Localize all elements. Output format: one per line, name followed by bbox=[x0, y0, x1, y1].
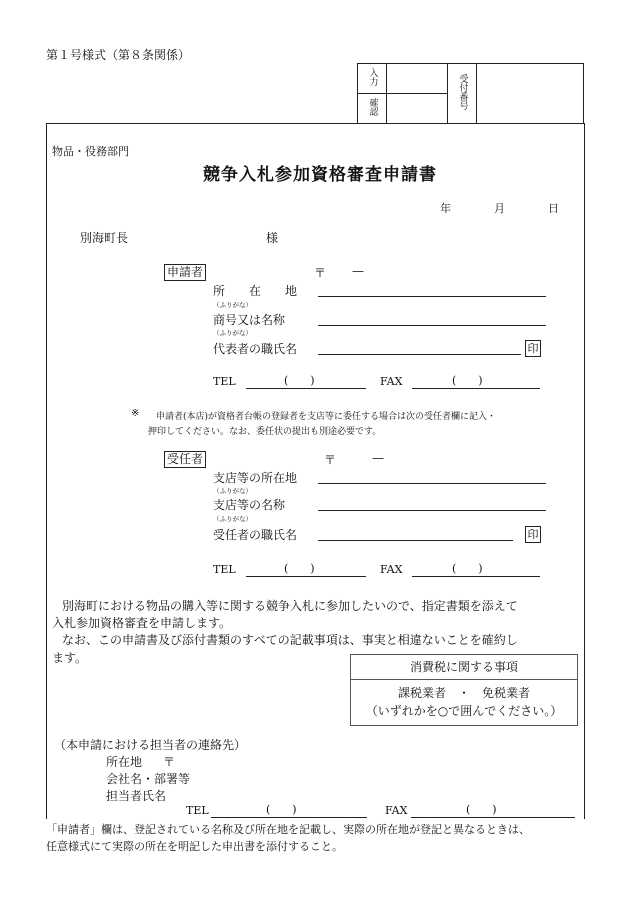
tax-header: 消費税に関する事項 bbox=[351, 655, 577, 680]
agent-fax-field[interactable] bbox=[412, 576, 540, 577]
agent-tel-field[interactable] bbox=[246, 576, 366, 577]
tax-box bbox=[350, 654, 578, 726]
body-line-1: 別海町における物品の購入等に関する競争入札に参加したいので、指定書類を添えて bbox=[62, 599, 518, 613]
agent-address-label: 支店等の所在地 bbox=[213, 471, 298, 485]
receipt-label: 受付番号 bbox=[457, 73, 468, 110]
agent-name-label: 受任者の職氏名 bbox=[213, 528, 298, 542]
applicant-fax-field[interactable] bbox=[412, 388, 540, 389]
applicant-tel-paren: ( ) bbox=[284, 374, 315, 387]
applicant-postal-mark: 〒 bbox=[314, 266, 327, 280]
contact-tel-field[interactable] bbox=[211, 817, 367, 818]
applicant-seal: 印 bbox=[525, 340, 541, 357]
applicant-furigana-2: （ふりがな） bbox=[213, 329, 252, 337]
note-mark: ※ bbox=[131, 408, 140, 419]
agent-tel-label: TEL bbox=[213, 563, 236, 576]
applicant-name-field[interactable] bbox=[318, 325, 546, 326]
input-label-cell bbox=[358, 64, 387, 94]
agent-branch-name-field[interactable] bbox=[318, 510, 546, 511]
applicant-name-label: 商号又は名称 bbox=[213, 313, 286, 327]
receipt-label-cell bbox=[448, 64, 477, 124]
check-label-cell bbox=[358, 94, 387, 124]
note-line-2: 押印してください。なお、委任状の提出も別途必要です。 bbox=[148, 427, 382, 437]
contact-heading: （本申請における担当者の連絡先） bbox=[54, 738, 247, 752]
agent-postal-mark: 〒 bbox=[324, 453, 337, 467]
input-value-cell[interactable] bbox=[387, 64, 448, 94]
contact-fax-field[interactable] bbox=[411, 817, 575, 818]
agent-seal: 印 bbox=[525, 526, 541, 543]
agent-fax-paren: ( ) bbox=[452, 562, 483, 575]
applicant-tel-label: TEL bbox=[213, 375, 236, 388]
applicant-rep-field[interactable] bbox=[318, 354, 521, 355]
agent-label: 受任者 bbox=[164, 451, 206, 468]
applicant-tel-field[interactable] bbox=[246, 388, 366, 389]
agent-name-field[interactable] bbox=[318, 540, 513, 541]
contact-company-label: 会社名・部署等 bbox=[106, 772, 191, 786]
date-month: 月 bbox=[494, 202, 505, 215]
check-value-cell[interactable] bbox=[387, 94, 448, 124]
check-label: 確認 bbox=[367, 97, 378, 116]
input-label: 入力 bbox=[367, 67, 378, 86]
date-day: 日 bbox=[548, 202, 559, 215]
contact-postal-mark: 〒 bbox=[163, 755, 176, 769]
note-line-1: 申請者(本店)が資格者台帳の登録者を支店等に委任する場合は次の受任者欄に記入・ bbox=[156, 412, 497, 422]
agent-address-field[interactable] bbox=[318, 483, 546, 484]
applicant-address-field[interactable] bbox=[318, 296, 546, 297]
page-title: 競争入札参加資格審査申請書 bbox=[203, 165, 437, 185]
applicant-label: 申請者 bbox=[164, 264, 206, 281]
tax-instruction: （いずれかを○で囲んでください。） bbox=[365, 704, 563, 718]
applicant-rep-label: 代表者の職氏名 bbox=[213, 342, 298, 356]
tax-options[interactable]: 課税業者 ・ 免税業者 bbox=[397, 686, 530, 700]
office-use-table bbox=[357, 63, 584, 124]
footer-line-2: 任意様式にて実際の所在を明記した申出書を添付すること。 bbox=[46, 840, 343, 853]
agent-tel-paren: ( ) bbox=[284, 562, 315, 575]
agent-furigana-1: （ふりがな） bbox=[213, 487, 252, 495]
addressee: 別海町長 bbox=[80, 231, 129, 245]
honorific: 様 bbox=[266, 231, 279, 245]
date-year: 年 bbox=[440, 202, 451, 215]
applicant-address-label: 所 在 地 bbox=[213, 284, 298, 298]
applicant-furigana-1: （ふりがな） bbox=[213, 301, 252, 309]
applicant-postal-dash: — bbox=[352, 264, 364, 278]
agent-fax-label: FAX bbox=[380, 563, 403, 576]
contact-tel-label: TEL bbox=[186, 804, 209, 817]
contact-fax-paren: ( ) bbox=[466, 803, 497, 816]
contact-person-label: 担当者氏名 bbox=[106, 789, 167, 803]
agent-branch-name-label: 支店等の名称 bbox=[213, 498, 286, 512]
contact-fax-label: FAX bbox=[385, 804, 408, 817]
form-number: 第１号様式（第８条関係） bbox=[46, 48, 191, 62]
applicant-fax-paren: ( ) bbox=[452, 374, 483, 387]
contact-tel-paren: ( ) bbox=[266, 803, 297, 816]
contact-address-label: 所在地 bbox=[106, 755, 143, 769]
body-line-2: 入札参加資格審査を申請します。 bbox=[52, 616, 232, 630]
applicant-fax-label: FAX bbox=[380, 375, 403, 388]
receipt-number-cell[interactable] bbox=[477, 64, 584, 124]
department-label: 物品・役務部門 bbox=[52, 145, 129, 158]
agent-furigana-2: （ふりがな） bbox=[213, 515, 252, 523]
footer-line-1: 「申請者」欄は、登記されている名称及び所在地を記載し、実際の所在地が登記と異なるときは、 bbox=[46, 823, 530, 836]
body-line-3: なお、この申請書及び添付書類のすべての記載事項は、事実と相違ないことを確約し bbox=[62, 633, 518, 647]
agent-postal-dash: — bbox=[372, 451, 384, 465]
body-line-4: ます。 bbox=[52, 651, 88, 665]
